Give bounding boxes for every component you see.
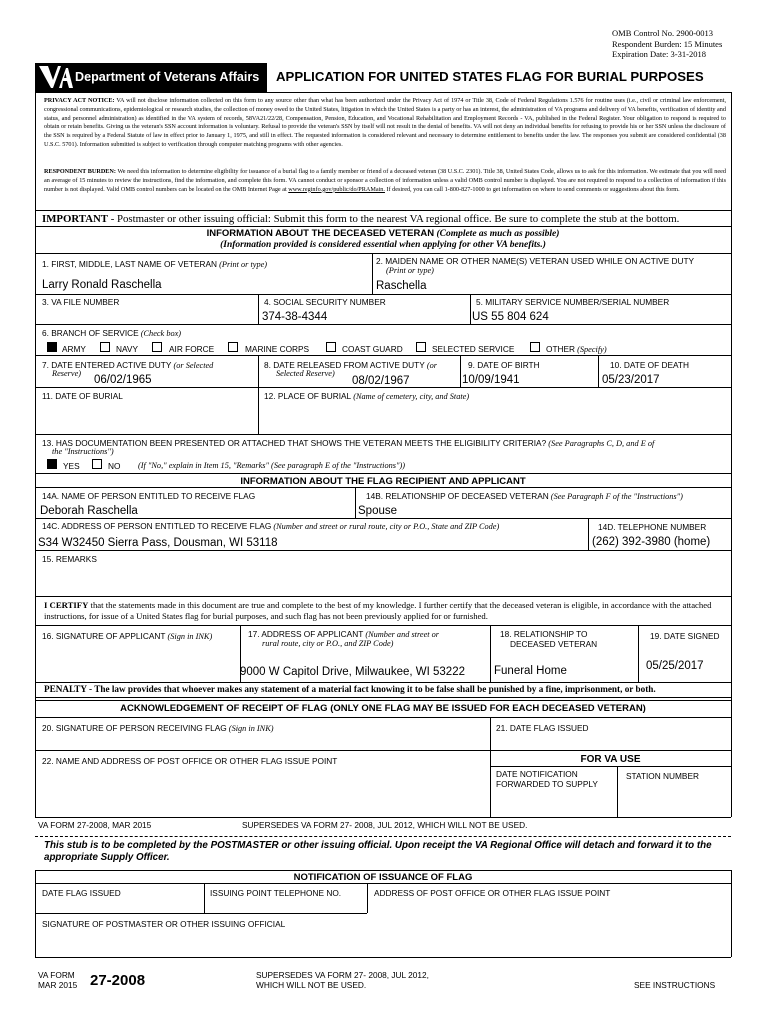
ssn-field[interactable]: 374-38-4344 — [262, 311, 328, 323]
form-title: APPLICATION FOR UNITED STATES FLAG FOR BURIAL PURPOSES — [276, 69, 704, 84]
field-17-note: rural route, city or P.O., and ZIP Code) — [262, 639, 394, 648]
applicant-address-field[interactable]: 9000 W Capitol Drive, Milwaukee, WI 53222 — [240, 666, 465, 678]
field-18-label: 18. RELATIONSHIP TO — [500, 629, 588, 639]
section-veteran-subtitle: (Information provided is considered essential when applying for other VA benefits.) — [220, 240, 546, 250]
yes-checkbox[interactable] — [47, 459, 57, 469]
field-14a-label: 14A. NAME OF PERSON ENTITLED TO RECEIVE FLAG — [42, 491, 256, 501]
omb-control: OMB Control No. 2900-0013 — [612, 28, 714, 38]
section-recipient-title: INFORMATION ABOUT THE FLAG RECIPIENT AND APPLICANT — [240, 476, 526, 487]
relationship-field[interactable]: Spouse — [358, 505, 398, 517]
field-6-label: 6. BRANCH OF SERVICE (Check box) — [42, 328, 182, 338]
field-19-label: 19. DATE SIGNED — [650, 631, 720, 641]
marine-corps-label: MARINE CORPS — [245, 344, 310, 354]
field-8-label: 8. DATE RELEASED FROM ACTIVE DUTY (or — [264, 360, 437, 370]
date-released-field[interactable]: 08/02/1967 — [352, 375, 410, 387]
field-20-label: 20. SIGNATURE OF PERSON RECEIVING FLAG (Sign in INK) — [42, 723, 274, 733]
other-checkbox[interactable] — [530, 342, 540, 352]
respondent-burden: RESPONDENT BURDEN: We need this information to determine eligibility for issuance of a burial flag to a family member or friend of a deceased veteran (38 U.S.C. 2301). Title 38, United States Code, allows us to ask for this information. We estimate that you will need an average of 15 minutes to review the instructions, find the information, and complete this form. VA cannot conduct or sponsor a collection of information unless a valid OMB control number is displayed. You are not required to respond to a collection of information if this number is not displayed. Valid OMB control numbers can be located on the OMB Internet Page at www.reginfo.gov/public/do/PRAMain. If desired, you can call 1-800-827-1000 to get information on where to send comments or suggestions about this form. — [44, 168, 726, 193]
field-2-label: 2. MAIDEN NAME OR OTHER NAME(S) VETERAN USED WHILE ON ACTIVE DUTY — [376, 256, 695, 266]
stub-address-label: ADDRESS OF POST OFFICE OR OTHER FLAG ISSUE POINT — [374, 888, 611, 898]
stub-signature-label: SIGNATURE OF POSTMASTER OR OTHER ISSUING OFFICIAL — [42, 919, 286, 929]
footer2-form-number: 27-2008 — [90, 972, 146, 989]
field-10-label: 10. DATE OF DEATH — [610, 360, 689, 370]
agency-name: Department of Veterans Affairs — [75, 70, 260, 84]
navy-checkbox[interactable] — [100, 342, 110, 352]
va-logo-icon — [39, 66, 73, 90]
field-14c-label: 14C. ADDRESS OF PERSON ENTITLED TO RECEIVE FLAG (Number and street or rural route, city or P.O., State and ZIP Code) — [42, 521, 500, 531]
selected-service-label: SELECTED SERVICE — [432, 344, 515, 354]
field-12-label: 12. PLACE OF BURIAL (Name of cemetery, city, and State) — [264, 391, 470, 401]
field-8-note: Selected Reserve) — [276, 369, 335, 378]
no-label: NO — [108, 461, 121, 471]
telephone-field[interactable]: (262) 392-3980 (home) — [592, 536, 711, 548]
recipient-name-field[interactable]: Deborah Raschella — [40, 505, 138, 517]
field-7-note: Reserve) — [52, 369, 82, 378]
stub-instructions: This stub is to be completed by the POSTMASTER or other issuing official. Upon receipt the VA Regional Office will detach and forward it to the appropriate Supply Officer. — [44, 840, 712, 863]
section-veteran-title: INFORMATION ABOUT THE DECEASED VETERAN (Complete as much as possible) — [206, 228, 560, 239]
penalty-statement: PENALTY - The law provides that whoever makes any statement of a material fact knowing it to be false shall be punished by a fine, imprisonment, or both. — [44, 684, 656, 694]
air-force-label: AIR FORCE — [169, 344, 215, 354]
coast-guard-checkbox[interactable] — [326, 342, 336, 352]
no-checkbox[interactable] — [92, 459, 102, 469]
field-14d-label: 14D. TELEPHONE NUMBER — [598, 522, 707, 532]
footer2-va-form: VA FORM MAR 2015 — [38, 970, 78, 990]
veteran-name-field[interactable]: Larry Ronald Raschella — [42, 279, 162, 291]
stub-phone-label: ISSUING POINT TELEPHONE NO. — [210, 888, 342, 898]
field-5-label: 5. MILITARY SERVICE NUMBER/SERIAL NUMBER — [476, 297, 670, 307]
important-note: IMPORTANT - Postmaster or other issuing official: Submit this form to the nearest VA regional office. Be sure to complete the stub at the bottom. — [42, 213, 680, 225]
stub-title: NOTIFICATION OF ISSUANCE OF FLAG — [293, 872, 473, 883]
station-number-label: STATION NUMBER — [626, 771, 699, 781]
coast-guard-label: COAST GUARD — [342, 344, 403, 354]
field-4-label: 4. SOCIAL SECURITY NUMBER — [264, 297, 386, 307]
omb-link[interactable]: www.reginfo.gov/public/do/PRAMain. — [288, 185, 385, 193]
stub-date-issued-label: DATE FLAG ISSUED — [42, 888, 121, 898]
field-13-note: the "Instructions") — [52, 447, 114, 456]
date-entered-field[interactable]: 06/02/1965 — [94, 374, 152, 386]
footer-form-number: VA FORM 27-2008, MAR 2015 — [38, 820, 152, 830]
navy-label: NAVY — [116, 344, 138, 354]
field-1-label: 1. FIRST, MIDDLE, LAST NAME OF VETERAN (Print or type) — [42, 259, 268, 269]
field-21-label: 21. DATE FLAG ISSUED — [496, 723, 589, 733]
yes-label: YES — [63, 461, 80, 471]
date-notification-label: DATE NOTIFICATION FORWARDED TO SUPPLY — [496, 769, 598, 789]
field-7-label: 7. DATE ENTERED ACTIVE DUTY (or Selected — [42, 360, 214, 370]
marine-corps-checkbox[interactable] — [228, 342, 238, 352]
field-9-label: 9. DATE OF BIRTH — [468, 360, 540, 370]
field-22-label: 22. NAME AND ADDRESS OF POST OFFICE OR OTHER FLAG ISSUE POINT — [42, 756, 338, 766]
footer2-supersedes: SUPERSEDES VA FORM 27- 2008, JUL 2012, WHICH WILL NOT BE USED. — [256, 970, 429, 990]
cut-line — [35, 836, 731, 837]
date-of-death-field[interactable]: 05/23/2017 — [602, 374, 660, 386]
field-2-note: (Print or type) — [386, 266, 434, 275]
field-15-label: 15. REMARKS — [42, 554, 97, 564]
footer-supersedes: SUPERSEDES VA FORM 27- 2008, JUL 2012, WHICH WILL NOT BE USED. — [242, 820, 528, 830]
selected-service-checkbox[interactable] — [416, 342, 426, 352]
field-16-label: 16. SIGNATURE OF APPLICANT (Sign in INK) — [42, 631, 213, 641]
air-force-checkbox[interactable] — [152, 342, 162, 352]
ack-title: ACKNOWLEDGEMENT OF RECEIPT OF FLAG (ONLY ONE FLAG MAY BE ISSUED FOR EACH DECEASED VETERAN) — [120, 703, 646, 714]
va-header-bar — [35, 63, 267, 93]
field-14b-label: 14B. RELATIONSHIP OF DECEASED VETERAN (See Paragraph F of the "Instructions") — [366, 491, 683, 501]
army-checkbox[interactable] — [47, 342, 57, 352]
recipient-address-field[interactable]: S34 W32450 Sierra Pass, Dousman, WI 53118 — [38, 537, 278, 549]
privacy-notice: PRIVACY ACT NOTICE: VA will not disclose information collected on this form to any source other than what has been authorized under the Privacy Act of 1974 or Title 38, Code of Federal Regulations 1.576 for routine uses (i.e., civil or criminal law enforcement, congressional communications, epidemiological or research studies, the collection of money owed to the United States, litigation in which the United States is a party or has an interest, the administration of VA programs and delivery of VA benefits, verification of identity and status, and personnel administration) as identified in the VA system of records, 58VA21/22/28, Compensation, Pension, Education, and Vocational Rehabilitation and Employment Records - VA, published in the Federal Register. Your obligation to respond is required to obtain or retain benefits. Giving us the veteran's SSN account information is voluntary. Refusal to provide the veteran's SSN by itself will not result in the denial of benefits. VA will not deny an individual benefits for refusing to provide his or her SSN unless the disclosure of the SSN is required by a Federal Statute of law in effect prior to January 1, 1975, and still in effect. The requested information is considered relevant and necessary to determine entitlement to benefits under the law. The responses you submit are considered confidential (38 U.S.C. 5701). Information submitted is subject to verification through computer matching programs with other agencies. — [44, 97, 727, 148]
field-3-label: 3. VA FILE NUMBER — [42, 297, 120, 307]
field-17-label: 17. ADDRESS OF APPLICANT (Number and street or — [248, 629, 440, 639]
field-13-label: 13. HAS DOCUMENTATION BEEN PRESENTED OR ATTACHED THAT SHOWS THE VETERAN MEETS THE ELIGIBILITY CRITERIA? (See Paragraphs C, D, and E of — [42, 438, 655, 448]
certify-statement: I CERTIFY that the statements made in this document are true and complete to the best of my knowledge. I further certify that the deceased veteran is eligible, in accordance with the attached instructions, for issue of a United States flag for burial purposes, and such flag has not been previously applied for or furnished. — [44, 600, 712, 621]
omb-burden: Respondent Burden: 15 Minutes — [612, 38, 723, 49]
field-13-explain: (If "No," explain in Item 15, "Remarks" (See paragraph E of the "Instructions")) — [138, 461, 405, 470]
service-number-field[interactable]: US 55 804 624 — [472, 311, 549, 323]
field-18-label-2: DECEASED VETERAN — [510, 639, 598, 649]
army-label: ARMY — [62, 344, 86, 354]
omb-info — [612, 28, 722, 60]
omb-expiration: Expiration Date: 3-31-2018 — [612, 49, 706, 59]
maiden-name-field[interactable]: Raschella — [376, 280, 427, 292]
for-va-use-title: FOR VA USE — [580, 754, 641, 765]
applicant-relationship-field[interactable]: Funeral Home — [494, 665, 567, 677]
footer2-see-instructions: SEE INSTRUCTIONS — [634, 980, 716, 990]
other-label: OTHER (Specify) — [546, 344, 607, 354]
date-of-birth-field[interactable]: 10/09/1941 — [462, 374, 520, 386]
field-11-label: 11. DATE OF BURIAL — [42, 391, 123, 401]
date-signed-field[interactable]: 05/25/2017 — [646, 660, 704, 672]
